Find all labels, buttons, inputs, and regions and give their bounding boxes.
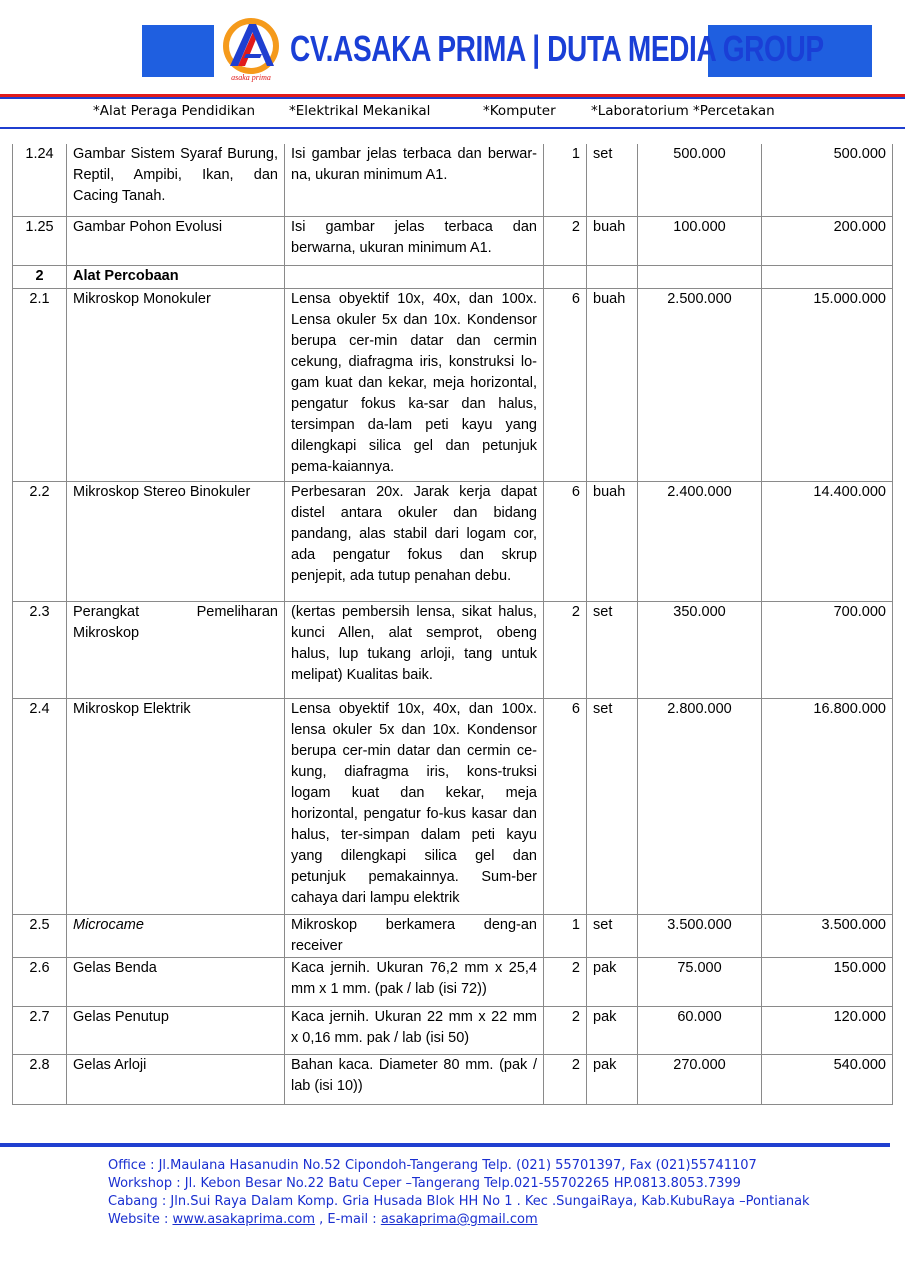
header-rule-blue [0,97,905,99]
cell-qty [544,265,587,288]
cell-name: Gambar Pohon Evolusi [67,216,285,265]
cell-no: 2.3 [13,601,67,698]
table-row [13,481,893,601]
cell-name: Alat Percobaan [67,265,285,288]
cell-no: 2.4 [13,698,67,914]
footer [108,1157,810,1229]
company-name: CV.ASAKA PRIMA | DUTA MEDIA GROUP [290,28,824,69]
cell-no: 2.2 [13,481,67,601]
cell-qty: 6 [544,481,587,601]
cell-qty: 2 [544,1006,587,1054]
cell-no: 2.1 [13,288,67,481]
cell-spec: Isi gambar jelas terbaca dan berwarna, ukuran minimum A1. [285,216,544,265]
email-label: , E-mail : [315,1212,381,1227]
tag-laboratorium: *Laboratorium *Percetakan [591,103,775,119]
header-tagline [93,103,775,119]
cell-price: 75.000 [638,957,762,1006]
cell-spec [285,265,544,288]
cell-spec: Isi gambar jelas terbaca dan berwar-na, ukuran minimum A1. [285,144,544,216]
cell-unit: set [587,914,638,957]
footer-cabang: Cabang : Jln.Sui Raya Dalam Komp. Gria Husada Blok HH No 1 . Kec .SungaiRaya, Kab.KubuRaya –Pontianak [108,1194,810,1209]
table-row [13,288,893,481]
cell-unit: pak [587,1006,638,1054]
cell-no: 1.24 [13,144,67,216]
cell-price: 3.500.000 [638,914,762,957]
tag-komputer: *Komputer [483,103,556,119]
table-row [13,144,893,216]
cell-name: Gelas Benda [67,957,285,1006]
cell-total: 15.000.000 [762,288,893,481]
cell-spec: (kertas pembersih lensa, sikat halus, kunci Allen, alat semprot, obeng halus, lup tukang arloji, tang untuk melipat) Kualitas baik. [285,601,544,698]
cell-no: 2.7 [13,1006,67,1054]
cell-unit [587,265,638,288]
tag-alat-peraga: *Alat Peraga Pendidikan [93,103,256,119]
cell-total: 14.400.000 [762,481,893,601]
table-row [13,957,893,1006]
cell-price: 270.000 [638,1054,762,1104]
tag-elektrikal: *Elektrikal Mekanikal [289,103,431,119]
cell-name: Gambar Sistem Syaraf Burung, Reptil, Ampibi, Ikan, dan Cacing Tanah. [67,144,285,216]
cell-unit: pak [587,1054,638,1104]
cell-total: 700.000 [762,601,893,698]
cell-price: 350.000 [638,601,762,698]
cell-price: 500.000 [638,144,762,216]
website-link[interactable]: www.asakaprima.com [172,1212,316,1227]
cell-no: 2.6 [13,957,67,1006]
cell-qty: 1 [544,914,587,957]
cell-name: Mikroskop Monokuler [67,288,285,481]
cell-name: Perangkat Pemeliharan Mikroskop [67,601,285,698]
table-row [13,698,893,914]
table-row [13,601,893,698]
cell-no: 1.25 [13,216,67,265]
cell-no: 2.5 [13,914,67,957]
cell-name: Microcame [67,914,285,957]
cell-qty: 2 [544,1054,587,1104]
cell-total: 120.000 [762,1006,893,1054]
cell-qty: 1 [544,144,587,216]
cell-qty: 6 [544,698,587,914]
footer-rule [0,1143,890,1147]
cell-unit: buah [587,481,638,601]
cell-price: 2.400.000 [638,481,762,601]
cell-qty: 2 [544,216,587,265]
cell-spec: Kaca jernih. Ukuran 76,2 mm x 25,4 mm x 1 mm. (pak / lab (isi 72)) [285,957,544,1006]
cell-qty: 2 [544,957,587,1006]
cell-unit: set [587,698,638,914]
footer-office: Office : Jl.Maulana Hasanudin No.52 Cipondoh-Tangerang Telp. (021) 55701397, Fax (021)55741107 [108,1158,757,1173]
cell-name: Gelas Penutup [67,1006,285,1054]
cell-name: Mikroskop Elektrik [67,698,285,914]
cell-spec: Lensa obyektif 10x, 40x, dan 100x. lensa okuler 5x dan 10x. Kondensor berupa cer-min datar dan cermin ce-kung, diafragma iris, kons-truksi logam kuat dan kekar, meja horizontal, pengatur fo-kus kasar dan halus, ter-simpan dalam peti kayu yang dilengkapi silica gel dan petunjuk pemakainnya. Sum-ber cahaya dari lampu elektrik [285,698,544,914]
cell-spec: Bahan kaca. Diameter 80 mm. (pak / lab (isi 10)) [285,1054,544,1104]
table-row [13,1006,893,1054]
cell-total: 150.000 [762,957,893,1006]
cell-qty: 2 [544,601,587,698]
logo-caption: asaka prima [231,73,271,82]
cell-unit: buah [587,288,638,481]
cell-price: 2.800.000 [638,698,762,914]
cell-qty: 6 [544,288,587,481]
footer-workshop: Workshop : Jl. Kebon Besar No.22 Batu Ceper –Tangerang Telp.021-55702265 HP.0813.8053.7399 [108,1176,741,1191]
footer-contact [108,1211,810,1229]
cell-total [762,265,893,288]
cell-no: 2.8 [13,1054,67,1104]
company-logo [216,14,286,86]
cell-unit: set [587,144,638,216]
table-row [13,914,893,957]
website-label: Website : [108,1212,173,1227]
section-row [13,265,893,288]
table-row [13,1054,893,1104]
cell-total: 3.500.000 [762,914,893,957]
cell-name: Gelas Arloji [67,1054,285,1104]
cell-price: 60.000 [638,1006,762,1054]
table-row [13,216,893,265]
cell-price: 100.000 [638,216,762,265]
cell-no: 2 [13,265,67,288]
cell-unit: set [587,601,638,698]
cell-total: 200.000 [762,216,893,265]
cell-unit: buah [587,216,638,265]
email-link[interactable]: asakaprima@gmail.com [380,1212,538,1227]
header-rule-bottom [0,127,905,129]
cell-spec: Kaca jernih. Ukuran 22 mm x 22 mm x 0,16 mm. pak / lab (isi 50) [285,1006,544,1054]
cell-total: 500.000 [762,144,893,216]
header-blue-bar-left [142,25,214,77]
cell-price: 2.500.000 [638,288,762,481]
cell-total: 540.000 [762,1054,893,1104]
cell-name: Mikroskop Stereo Binokuler [67,481,285,601]
cell-unit: pak [587,957,638,1006]
cell-total: 16.800.000 [762,698,893,914]
cell-spec: Perbesaran 20x. Jarak kerja dapat distel antara okuler dan bidang pandang, alas stabil dari logam cor, ada pengatur fokus dan skrup penjepit, ada tutup penahan debu. [285,481,544,601]
cell-price [638,265,762,288]
cell-spec: Lensa obyektif 10x, 40x, dan 100x. Lensa okuler 5x dan 10x. Kondensor berupa cer-min datar dan cermin cekung, diafragma iris, konstruksi lo-gam kuat dan kekar, meja horizontal, pengatur fokus ka-sar dan halus, tersimpan da-lam peti kayu yang dilengkapi silica gel dan petunjuk pema-kaiannya. [285,288,544,481]
cell-spec: Mikroskop berkamera deng-an receiver [285,914,544,957]
item-table [12,144,893,1105]
